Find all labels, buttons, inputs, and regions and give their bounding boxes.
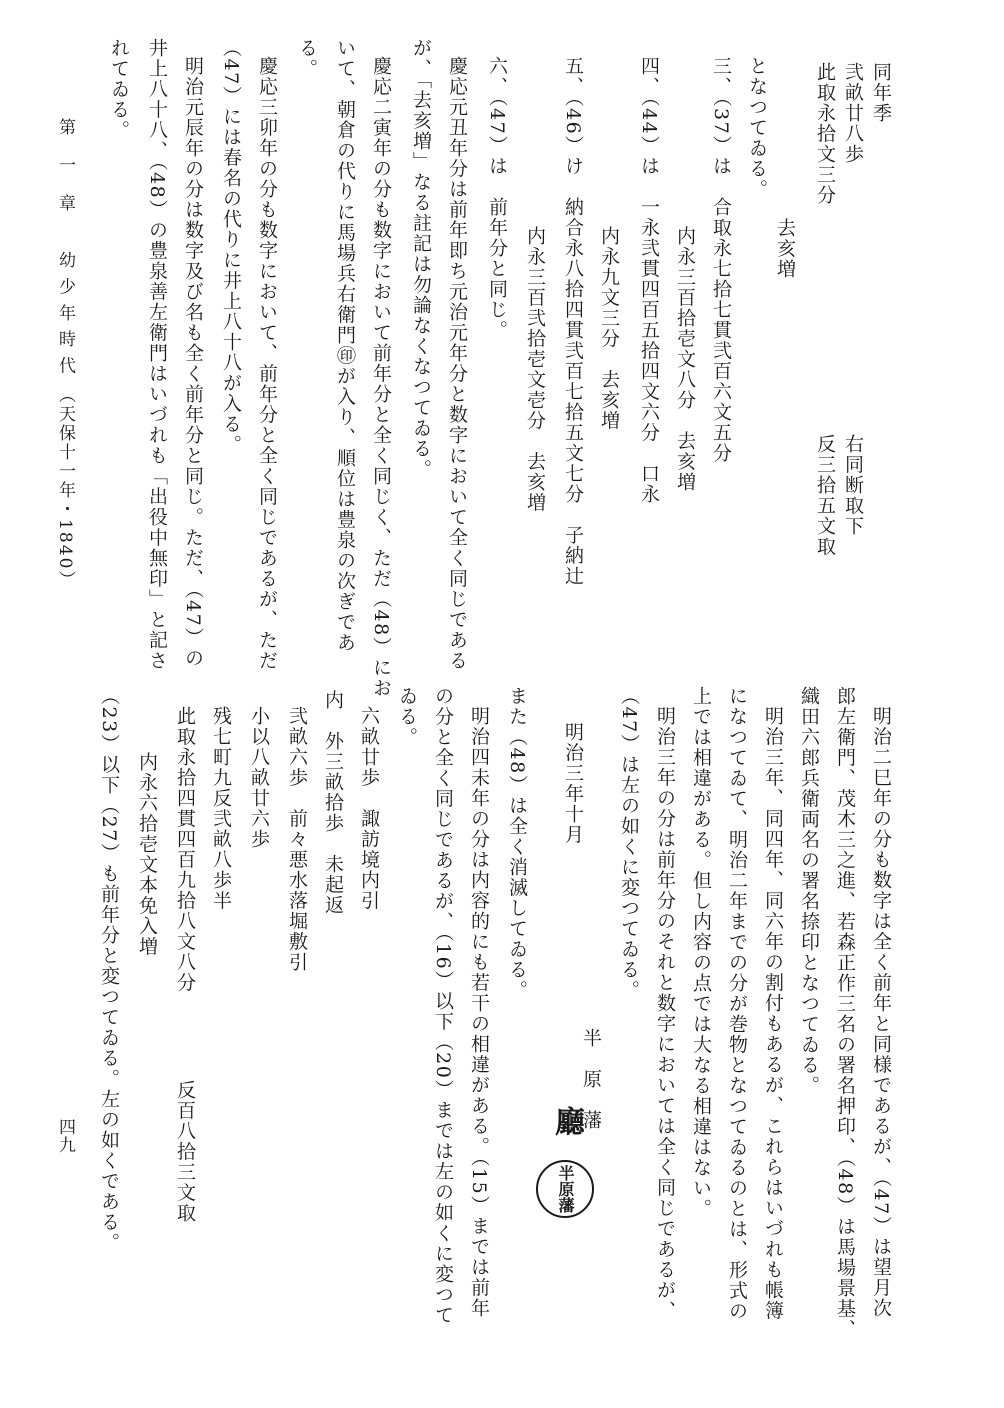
line-bottom-9: 明治三年十月 bbox=[562, 722, 584, 845]
line-top-8: 三、（37）は 合取永七拾七貫弐百六文五分 bbox=[710, 56, 732, 464]
line-top-9: 内永三百拾壱文八分 去亥増 bbox=[674, 226, 696, 493]
line-bottom-1: 明治二巳年の分も数字は全く前年と同様であるが、（47）は望月次 bbox=[870, 706, 892, 1319]
line-top-16: が、「去亥増」なる註記は勿論なくなつてゐる。 bbox=[410, 38, 432, 480]
line-bottom-21: 此取永拾四貫四百九拾八文八分 bbox=[174, 706, 196, 993]
line-top-15: 慶応元丑年分は前年即ち元治元年分と数字において全く同じである bbox=[446, 56, 468, 671]
line-bottom-8: （47）は左の如くに変つてゐる。 bbox=[618, 686, 640, 1001]
line-bottom-7: 明治三年の分は前年分のそれと数字においては全く同じであるが、 bbox=[654, 706, 676, 1321]
line-top-2: 弐畝廿八歩 bbox=[842, 62, 864, 165]
line-bottom-6: 上では相違がある。但し内容の点では大なる相違はない。 bbox=[690, 686, 712, 1219]
line-bottom-18: 弐畝六歩 前々悪水落堀敷引 bbox=[286, 706, 308, 973]
line-bottom-11: 廳 bbox=[549, 1106, 584, 1138]
line-bottom-10: 半 原 藩 bbox=[580, 1028, 602, 1131]
line-top-10: 四、（44）は 一永弐貫四百五拾四文六分 口永 bbox=[638, 56, 660, 505]
line-top-21: （47）には春名の代りに井上八十八が入る。 bbox=[220, 38, 242, 455]
line-top-3: 此取永拾文三分 bbox=[814, 62, 836, 206]
line-bottom-12: また（48）は全く消滅してゐる。 bbox=[506, 686, 528, 1001]
line-bottom-24: （23）以下（27）も前年分と変つてゐる。左の如くである。 bbox=[98, 686, 120, 1253]
line-bottom-20: 残七町九反弐畝八歩半 bbox=[210, 706, 232, 911]
line-top-14: 六、（47）は 前年分と同じ。 bbox=[486, 56, 508, 341]
chapter-header: 第 一 章 幼 少 年 時 代 （天保十一年・1840） bbox=[55, 118, 75, 590]
line-bottom-13: 明治四未年の分は内容的にも若干の相違がある。（15）までは前年 bbox=[468, 706, 490, 1319]
line-top-24: れてゐる。 bbox=[108, 38, 130, 141]
line-top-6: 反三拾五文取 bbox=[814, 434, 836, 557]
line-top-13: 内永三百弐拾壱文壱分 去亥増 bbox=[524, 226, 546, 513]
line-bottom-5: になつてゐて、明治二年までの分が巻物となつてゐるのとは、形式の bbox=[726, 686, 748, 1322]
line-top-11: 内永九文三分 去亥増 bbox=[598, 226, 620, 431]
line-bottom-19: 小以八畝廿六歩 bbox=[248, 706, 270, 850]
line-top-22: 明治元辰年の分は数字及び名も全く前年分と同じ。ただ、（47）の bbox=[182, 56, 204, 669]
seal-stamp bbox=[536, 1160, 594, 1218]
line-bottom-16: 六畝廿歩 諏訪境内引 bbox=[358, 706, 380, 911]
line-top-18: いて、朝倉の代りに馬場兵右衛門㊞が入り、順位は豊泉の次ぎであ bbox=[334, 38, 356, 653]
line-bottom-15: ゐる。 bbox=[396, 686, 418, 748]
line-top-5: 右同断取下 bbox=[842, 434, 864, 537]
line-bottom-4: 明治三年、同四年、同六年の割付もあるが、これらはいづれも帳簿 bbox=[762, 706, 784, 1321]
line-top-1: 同年季 bbox=[870, 62, 892, 124]
line-top-17: 慶応二寅年の分も数字において前年分と全く同じく、ただ（48）にお bbox=[370, 56, 392, 699]
line-top-23: 井上八十八、（48）の豊泉善左衛門はいづれも「出役中無印」と記さ bbox=[146, 38, 168, 671]
line-bottom-23: 内永六拾壱文本免入増 bbox=[136, 752, 158, 957]
line-bottom-14: の分と全く同じであるが、（16）以下（20）までは左の如くに変つて bbox=[432, 686, 454, 1326]
line-top-7: となつてゐる。 bbox=[746, 56, 768, 200]
line-bottom-2: 郎左衛門、茂木三之進、若森正作三名の署名押印、（48）は馬場景基、 bbox=[834, 686, 856, 1340]
line-top-20: 慶応三卯年の分も数字において、前年分と全く同じであるが、ただ bbox=[256, 56, 278, 671]
line-top-4: 去亥増 bbox=[774, 218, 796, 280]
line-top-19: る。 bbox=[296, 38, 318, 79]
line-bottom-3: 織田六郎兵衛両名の署名捺印となつてゐる。 bbox=[798, 686, 820, 1096]
line-top-12: 五、（46）け 納合永八拾四貫弐百七拾五文七分 子納辻 bbox=[562, 56, 584, 587]
line-bottom-17: 内 外三畝拾歩 未起返 bbox=[322, 690, 344, 916]
seal-text: 半原藩 bbox=[556, 1165, 575, 1213]
page-number: 四九 bbox=[55, 1118, 75, 1154]
line-bottom-22: 反百八拾三文取 bbox=[174, 1080, 196, 1224]
